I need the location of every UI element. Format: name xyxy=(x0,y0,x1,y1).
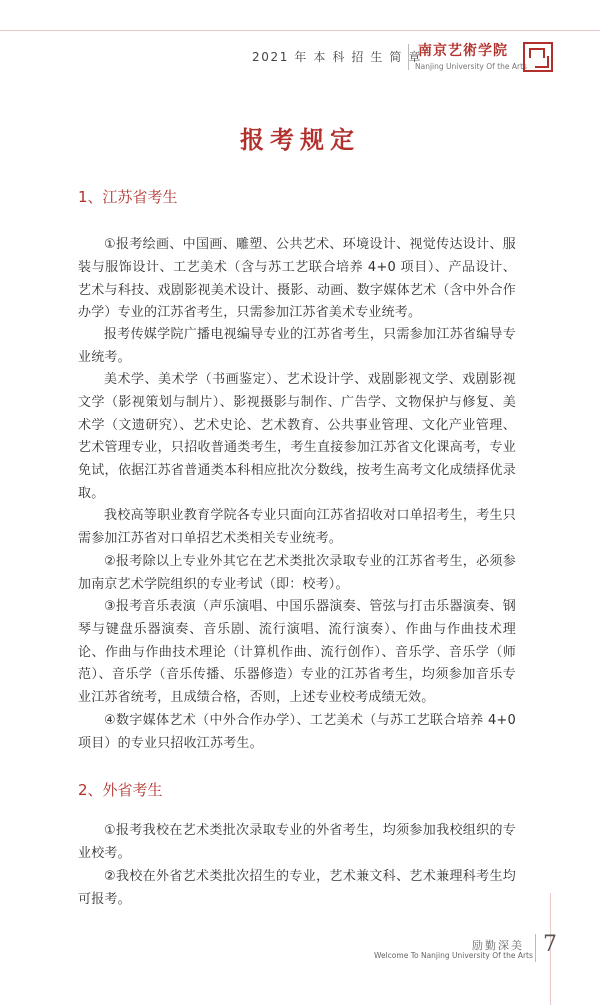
section-heading-jiangsu: 1、江苏省考生 xyxy=(78,188,178,206)
paragraph: ②报考除以上专业外其它在艺术类批次录取专业的江苏省考生，必须参加南京艺术学院组织的专业考试（即：校考）。 xyxy=(78,554,516,592)
paragraph: ①报考我校在艺术类批次录取专业的外省考生，均须参加我校组织的专业校考。 xyxy=(78,823,516,861)
paragraph: 我校高等职业教育学院各专业只面向江苏省招收对口单招考生，考生只需参加江苏省对口单招艺术类相关专业统考。 xyxy=(78,508,516,546)
paragraph: ①报考绘画、中国画、雕塑、公共艺术、环境设计、视觉传达设计、服装与服饰设计、工艺美术（含与苏工艺联合培养 4+0 项目）、产品设计、艺术与科技、戏剧影视美术设计、摄影、动画、数字媒体艺术（含中外合作办学）专业的江苏省考生，只需参加江苏省美术专业统考。 xyxy=(78,237,516,321)
header-divider xyxy=(408,44,409,70)
paragraph: ②我校在外省艺术类批次招生的专业，艺术兼文科、艺术兼理科考生均可报考。 xyxy=(78,869,516,907)
paragraph: ③报考音乐表演（声乐演唱、中国乐器演奏、管弦与打击乐器演奏、钢琴与键盘乐器演奏、音乐剧、流行演唱、流行演奏）、作曲与作曲技术理论、作曲与作曲技术理论（计算机作曲、流行创作）、音乐学、音乐学（师范）、音乐学（音乐传播、乐器修造）专业的江苏省考生，均须参加音乐专业江苏省统考，且成绩合格，否则，上述专业校考成绩无效。 xyxy=(78,599,516,706)
paragraph: 报考传媒学院广播电视编导专业的江苏省考生，只需参加江苏省编导专业统考。 xyxy=(78,327,516,365)
logo-stroke-bottom xyxy=(535,56,549,68)
page-header xyxy=(0,0,600,80)
edition-label: 2021 年 本 科 招 生 简 章 xyxy=(252,50,423,64)
university-name-en: Nanjing University Of the Arts xyxy=(415,62,527,71)
paragraph: ④数字媒体艺术（中外合作办学）、工艺美术（与苏工艺联合培养 4+0 项目）的专业只招收江苏考生。 xyxy=(78,713,516,751)
footer-slogan-cn: 励勤深美 xyxy=(472,939,524,952)
university-name-cn: 南京艺術学院 xyxy=(418,43,508,59)
paragraph: 美术学、美术学（书画鉴定）、艺术设计学、戏剧影视文学、戏剧影视文学（影视策划与制片）、影视摄影与制作、广告学、文物保护与修复、美术学（文遗研究）、艺术史论、艺术教育、公共事业管理、文化产业管理、艺术管理专业，只招收普通类考生，考生直接参加江苏省文化课高考，专业免试，依据江苏省普通类本科相应批次分数线，按考生高考文化成绩择优录取。 xyxy=(78,372,516,501)
footer-slogan-en: Welcome To Nanjing University Of the Arts xyxy=(374,951,533,960)
page-title: 报考规定 xyxy=(240,125,360,154)
page-number: 7 xyxy=(543,932,557,957)
footer-divider xyxy=(535,934,536,962)
section-heading-other-provinces: 2、外省考生 xyxy=(78,781,163,799)
header-guide-line xyxy=(0,30,600,31)
university-logo-icon xyxy=(523,42,553,72)
